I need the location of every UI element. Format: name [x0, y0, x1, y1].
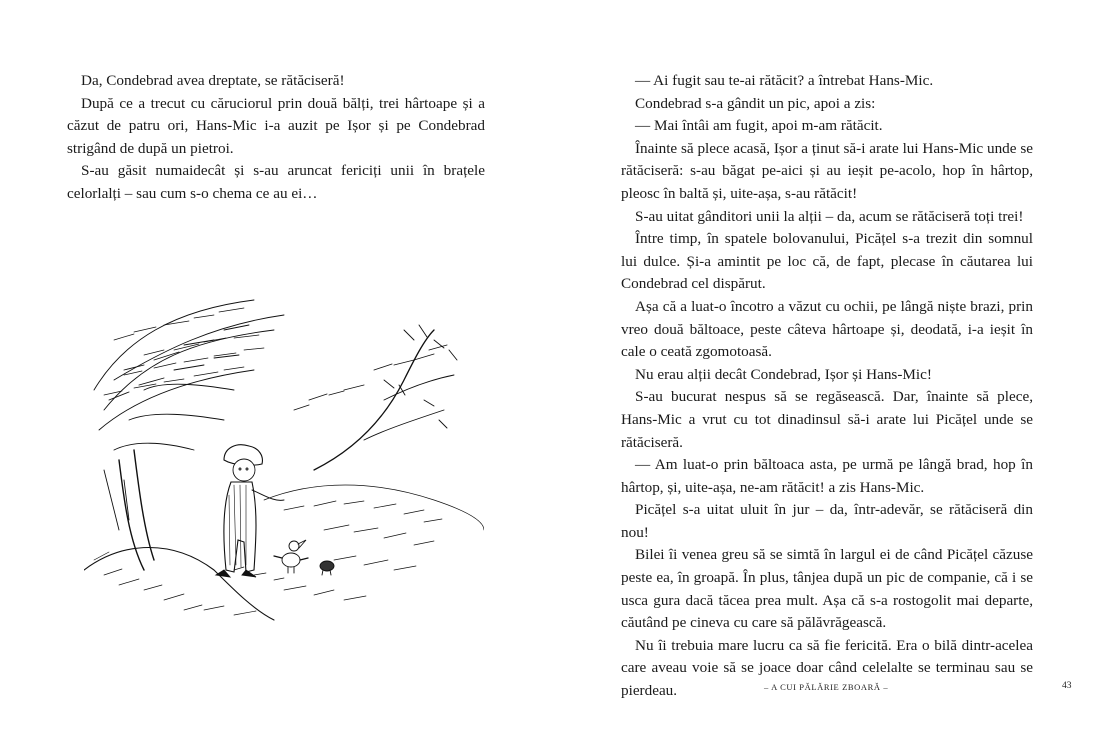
paragraph: S-au bucurat nespus să se regăsească. Dar, înainte să plece, Hans-Mic a vrut cu tot dinadinsul să-i arate lui Picățel unde se rătăciseră. — [621, 388, 1033, 451]
right-tree — [294, 325, 457, 470]
paragraph: — Ai fugit sau te-ai rătăcit? a întrebat Hans-Mic. — [635, 72, 934, 89]
right-page-text — [621, 70, 1033, 703]
grass-hills — [84, 485, 484, 620]
paragraph: Așa că a luat-o încotro a văzut cu ochii, pe lângă niște brazi, prin vreo două băltoace, peste câteva hârtoape și, deodată, i-a ieșit în cale o ceată zgomotoasă. — [621, 297, 1033, 361]
paragraph: Nu erau alții decât Condebrad, Ișor și Hans-Mic! — [635, 365, 932, 383]
paragraph: — Mai întâi am fugit, apoi m-am rătăcit. — [635, 117, 883, 135]
left-page-text — [67, 70, 485, 206]
paragraph: — Am luat-o prin băltoaca asta, pe urmă pe lângă brad, hop în hârtop, și, uite-așa, ne-am rătăcit! a zis Hans-Mic. — [621, 456, 1033, 496]
paragraph: S-au uitat gânditori unii la alții – da, acum se rătăciseră toți trei! — [635, 207, 1024, 225]
paragraph: După ce a trecut cu căruciorul prin două bălți, trei hârtoape și a căzut de patru ori, Hans-Mic i-a auzit pe Ișor și pe Condebrad strigând de după un pietroi. — [67, 94, 485, 157]
page-number: 43 — [1062, 681, 1072, 691]
paragraph: Între timp, în spatele bolovanului, Picățel s-a trezit din somnul lui dulce. Și-a amintit pe loc că, de fapt, plecase în căutarea lui Condebrad cel dispărut. — [621, 230, 1033, 293]
tiny-creature — [320, 561, 334, 575]
paragraph: Înainte să plece acasă, Ișor a ținut să-i arate lui Hans-Mic unde se rătăciseră: s-au băgat pe-aici și au ieșit pe-acolo, hop în hârtop, pleosc în baltă și, uite-așa, s-au rătăcit! — [621, 139, 1033, 202]
paragraph: Bilei îi venea greu să se simtă în largul ei de când Picățel căzuse peste ea, în groapă. În plus, tânjea după un pic de companie, că i se usca gura dacă tăcea prea mult. Așa că s-a rostogolit mai departe, căutând pe cineva cu care să pălăvrăgească. — [621, 546, 1033, 632]
paragraph: Condebrad s-a gândit un pic, apoi a zis: — [635, 94, 876, 112]
paragraph: Da, Condebrad avea dreptate, se rătăciseră! — [81, 72, 345, 89]
illustration-boy-in-forest — [84, 270, 484, 630]
paragraph: S-au găsit numaidecât și s-au aruncat fericiți unii în brațele celorlalți – sau cum s-o chema ce au ei… — [67, 162, 485, 202]
small-bird — [274, 540, 308, 573]
paragraph: Nu îi trebuia mare lucru ca să fie fericită. Era o bilă dintr-acelea care aveau voie să se joace doar când celelalte se terminau sau se pierdeau. — [621, 636, 1033, 700]
ink-drawing — [84, 270, 484, 630]
boy-figure — [216, 445, 284, 577]
paragraph: Picățel s-a uitat uluit în jur – da, într-adevăr, se rătăciseră din nou! — [621, 501, 1033, 541]
left-tree-hatching — [104, 308, 264, 395]
running-head: – A CUI PĂLĂRIE ZBOARĂ – — [764, 682, 889, 692]
